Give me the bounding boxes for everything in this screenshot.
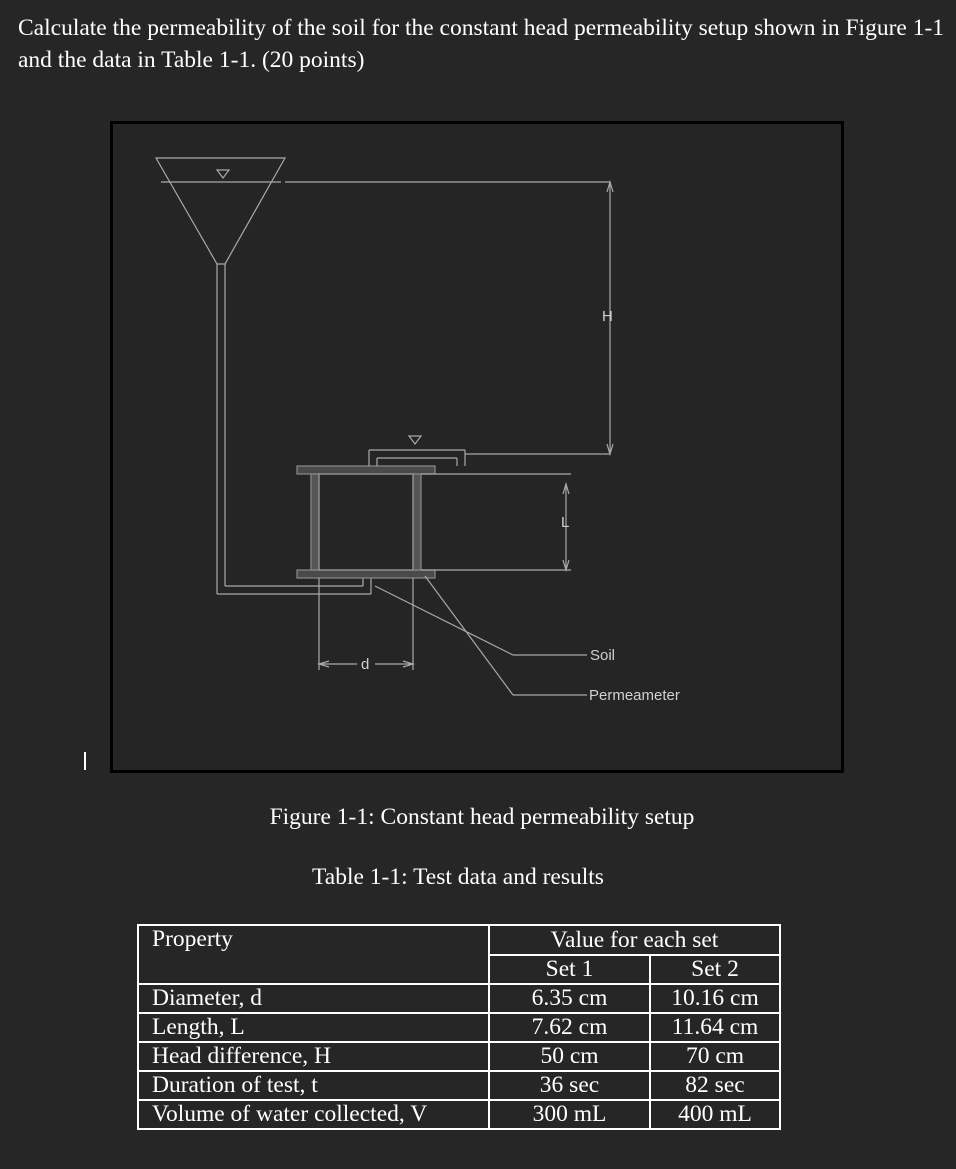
row-set2-value: 400 mL — [650, 1100, 780, 1129]
row-set2-value: 82 sec — [650, 1071, 780, 1100]
table-row — [138, 984, 780, 1013]
permeameter-label: Permeameter — [589, 687, 680, 704]
value-header: Value for each set — [489, 925, 780, 955]
row-set1-value: 36 sec — [489, 1071, 650, 1100]
row-set1-value: 7.62 cm — [489, 1013, 650, 1042]
row-set2-value: 10.16 cm — [650, 984, 780, 1013]
water-level-marker-bottom — [409, 436, 421, 444]
row-property: Diameter, d — [138, 984, 489, 1013]
table-row — [138, 1071, 780, 1100]
row-property: Length, L — [138, 1013, 489, 1042]
row-set1-value: 6.35 cm — [489, 984, 650, 1013]
table-row — [138, 1100, 780, 1129]
row-set1-value: 50 cm — [489, 1042, 650, 1071]
text-cursor — [84, 752, 86, 770]
figure-caption: Figure 1-1: Constant head permeability setup — [269, 804, 695, 830]
row-set2-value: 70 cm — [650, 1042, 780, 1071]
row-set1-value: 300 mL — [489, 1100, 650, 1129]
diameter-label: d — [361, 656, 370, 673]
permeability-diagram — [113, 124, 841, 770]
length-label: L — [561, 514, 570, 531]
soil-label: Soil — [590, 647, 616, 664]
set1-header: Set 1 — [489, 955, 650, 984]
test-data-table — [137, 924, 781, 1130]
table-caption: Table 1-1: Test data and results — [312, 864, 604, 890]
permeameter-body — [297, 466, 435, 578]
row-property: Volume of water collected, V — [138, 1100, 489, 1129]
property-header: Property — [138, 925, 489, 984]
row-property: Head difference, H — [138, 1042, 489, 1071]
head-label: H — [602, 308, 613, 325]
table-header-row — [138, 925, 780, 955]
row-set2-value: 11.64 cm — [650, 1013, 780, 1042]
table-row — [138, 1042, 780, 1071]
row-property: Duration of test, t — [138, 1071, 489, 1100]
question-text: Calculate the permeability of the soil for the constant head permeability setup shown in Figure 1-1 and the data in Table 1-1. (20 points) — [18, 15, 945, 73]
set2-header: Set 2 — [650, 955, 780, 984]
water-level-marker-top — [217, 170, 229, 178]
table-row — [138, 1013, 780, 1042]
figure-frame — [110, 121, 844, 773]
